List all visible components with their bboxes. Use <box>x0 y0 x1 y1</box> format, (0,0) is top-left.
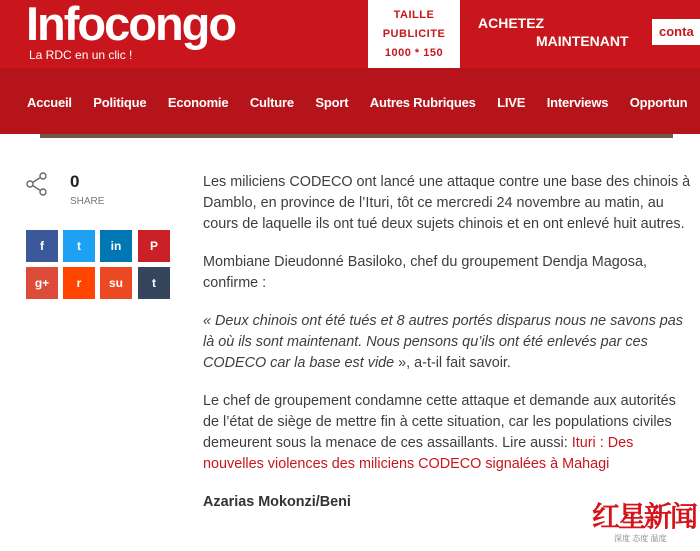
stumbleupon-share-button[interactable]: su <box>100 267 132 299</box>
main-nav <box>0 68 700 134</box>
ad-line-1: TAILLE <box>393 9 435 21</box>
share-label: SHARE <box>70 196 105 207</box>
tumblr-share-button[interactable]: t <box>138 267 170 299</box>
twitter-share-button[interactable]: t <box>63 230 95 262</box>
ad-line-3: 1000 * 150 <box>384 47 444 59</box>
nav-item-accueil[interactable]: Accueil <box>27 95 72 110</box>
nav-item-interviews[interactable]: Interviews <box>546 95 609 110</box>
related-article-link[interactable]: Ituri : Des nouvelles violences des miliciens CODECO signalées à Mahagi <box>203 435 634 472</box>
ad-banner[interactable] <box>368 0 460 68</box>
article-quote <box>203 311 693 374</box>
site-logo[interactable]: Infocongo <box>26 0 236 50</box>
buy-now-line-1: ACHETEZ <box>478 15 545 31</box>
watermark-logo <box>592 495 700 551</box>
buy-now-line-2: MAINTENANT <box>536 33 629 49</box>
quote-attribution: », a-t-il fait savoir. <box>394 355 511 371</box>
article-author: Azarias Mokonzi/Beni <box>203 494 351 510</box>
quote-text: « Deux chinois ont été tués et 8 autres portés disparus nous ne savons pas là où ils sont maintenant. Nous pensons qu’ils ont été enlevés par ces CODECO car la base est vide <box>203 313 683 371</box>
article-paragraph-4 <box>203 391 693 475</box>
watermark-text: 红星新闻 <box>592 500 697 533</box>
site-header <box>0 0 700 68</box>
facebook-share-button[interactable]: f <box>26 230 58 262</box>
site-tagline: La RDC en un clic ! <box>29 48 133 62</box>
nav-item-opportunites[interactable]: Opportun <box>629 95 688 110</box>
paragraph-4-text: Le chef de groupement condamne cette attaque et demande aux autorités de l’état de siège de mettre fin à cette situation, car les populations civiles demeurent sous la menace de ces assaillants. Lire aussi: <box>203 393 676 451</box>
article-body <box>203 172 693 530</box>
nav-item-politique[interactable]: Politique <box>93 95 147 110</box>
nav-item-culture[interactable]: Culture <box>249 95 294 110</box>
linkedin-share-button[interactable]: in <box>100 230 132 262</box>
nav-item-sport[interactable]: Sport <box>315 95 349 110</box>
article-paragraph-2: Mombiane Dieudonné Basiloko, chef du groupement Dendja Magosa, confirme : <box>203 254 647 291</box>
share-icon[interactable] <box>26 172 48 196</box>
ad-line-2: PUBLICITE <box>382 28 446 40</box>
nav-item-live[interactable]: LIVE <box>497 95 526 110</box>
share-count: 0 <box>70 172 80 191</box>
watermark-subtext: 深度 态度 温度 <box>614 534 667 543</box>
google-plus-share-button[interactable]: g+ <box>26 267 58 299</box>
buy-now-link[interactable] <box>478 14 638 50</box>
pinterest-share-button[interactable]: P <box>138 230 170 262</box>
article-paragraph-1: Les miliciens CODECO ont lancé une attaque contre une base des chinois à Damblo, en province de l’Ituri, tôt ce mercredi 24 novembre au matin, au cours de laquelle ils ont tué deux sujets chinois et en ont enlevé huit autres. <box>203 174 691 232</box>
hero-image-edge <box>40 134 673 138</box>
reddit-share-button[interactable]: r <box>63 267 95 299</box>
nav-item-autres-rubriques[interactable]: Autres Rubriques <box>369 95 476 110</box>
contact-button[interactable]: conta <box>652 19 700 45</box>
nav-item-economie[interactable]: Economie <box>167 95 229 110</box>
